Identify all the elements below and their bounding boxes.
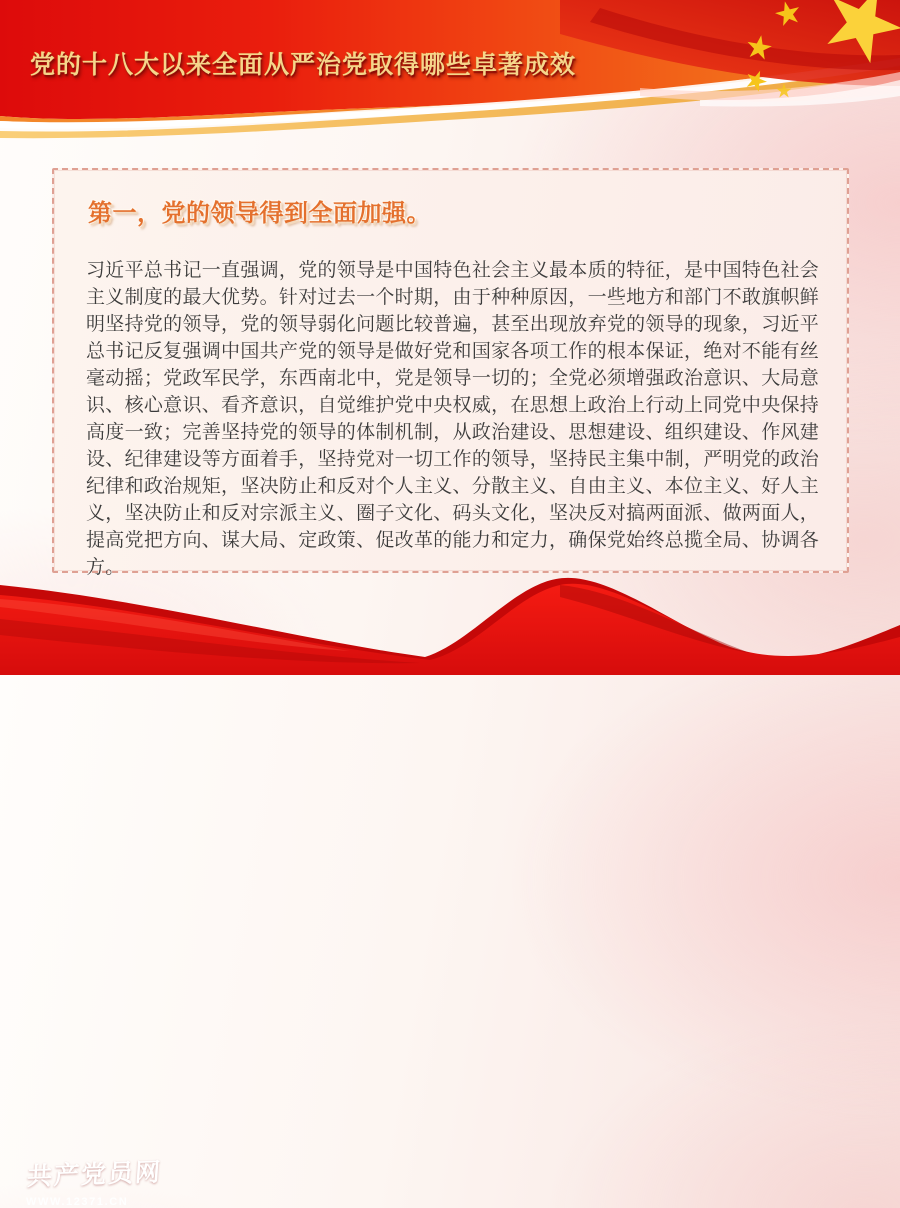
page-title: 党的十八大以来全面从严治党取得哪些卓著成效 <box>30 51 577 79</box>
footer-wave <box>0 555 900 1208</box>
site-logo-url: WWW.12371.CN <box>26 1196 129 1208</box>
footer-wave-graphic <box>0 555 900 675</box>
site-logo-name: 共产党员网 <box>26 1158 163 1191</box>
site-logo <box>26 1158 163 1208</box>
content-card <box>52 168 849 578</box>
body-paragraph: 习近平总书记一直强调，党的领导是中国特色社会主义最本质的特征，是中国特色社会主义制度的最大优势。针对过去一个时期，由于种种原因，一些地方和部门不敢旗帜鲜明坚持党的领导，党的领导弱化问题比较普遍，甚至出现放弃党的领导的现象，习近平总书记反复强调中国共产党的领导是做好党和国家各项工作的根本保证，绝对不能有丝毫动摇；党政军民学，东西南北中，党是领导一切的；全党必须增强政治意识、大局意识、核心意识、看齐意识，自觉维护党中央权威，在思想上政治上行动上同党中央保持高度一致；完善坚持党的领导的体制机制，从政治建设、思想建设、组织建设、作风建设、纪律建设等方面着手，坚持党对一切工作的领导，坚持民主集中制，严明党的政治纪律和政治规矩，坚决防止和反对个人主义、分散主义、自由主义、本位主义、好人主义，坚决防止和反对宗派主义、圈子文化、码头文化，坚决反对搞两面派、做两面人，提高党把方向、谋大局、定政策、促改革的能力和定力，确保党始终总揽全局、协调各方。 <box>86 259 819 578</box>
section-heading: 第一，党的领导得到全面加强。 <box>88 200 431 227</box>
header-banner <box>0 0 900 150</box>
